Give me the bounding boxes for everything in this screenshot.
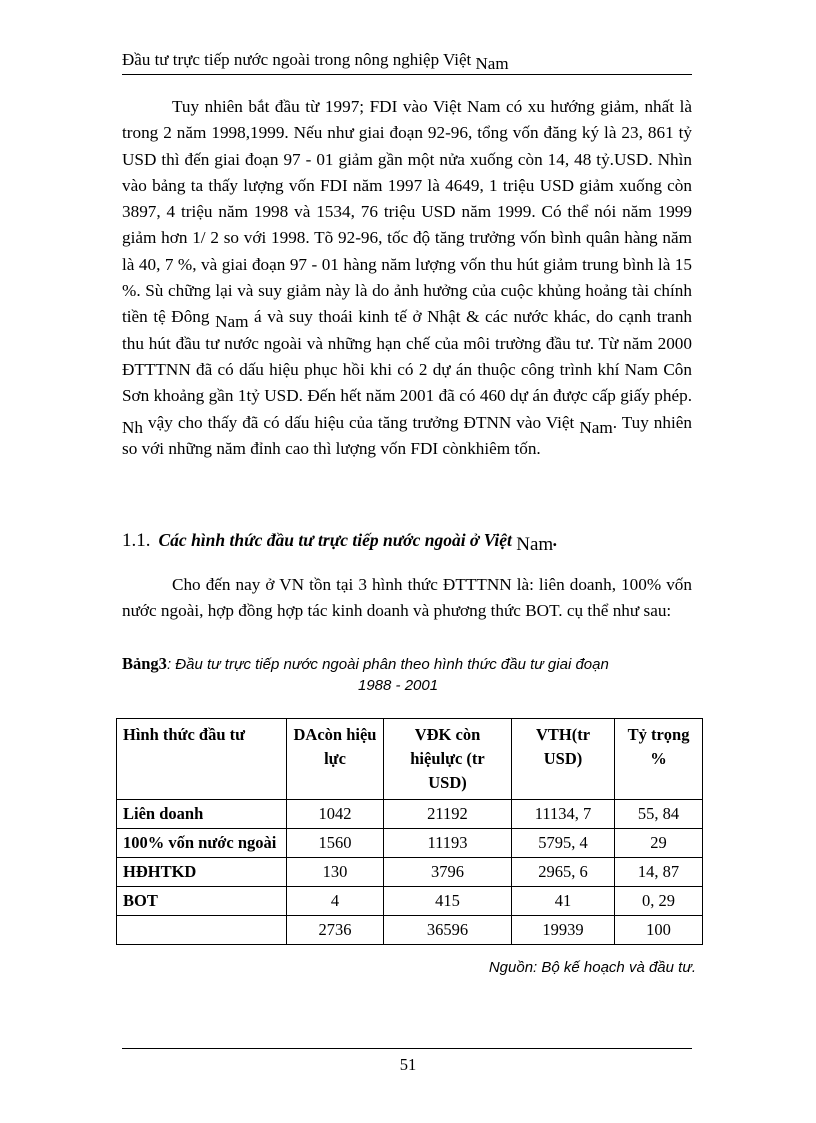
table-cell-label: HĐHTKD: [117, 858, 287, 887]
table-cell: 29: [615, 829, 703, 858]
table-caption-text: : Đầu tư trực tiếp nước ngoài phân theo hình thức đầu tư giai đoạn: [166, 656, 609, 673]
table-cell: 2736: [287, 916, 384, 945]
table-row: [117, 858, 703, 887]
table-cell: 415: [384, 887, 512, 916]
table-cell: 130: [287, 858, 384, 887]
table-header-cell: VTH(tr USD): [512, 719, 615, 800]
section-title-end: .: [553, 530, 558, 550]
table-header-cell: VĐK còn hiệulực (tr USD): [384, 719, 512, 800]
paragraph-1-sub-3: Nam: [579, 417, 613, 437]
paragraph-1-part-a: Tuy nhiên bắt đầu từ 1997; FDI vào Việt Nam có xu hướng giảm, nhất là trong 2 năm 1998,1999. Nếu như giai đoạn 92-96, tổng vốn đăng ký là 23, 861 tỷ USD thì đến giai đoạn 97 - 01 giảm gần một nửa xuống còn 14, 48 tỷ.USD. Nhìn vào bảng ta thấy lượng vốn FDI năm 1997 là 4649, 1 triệu USD giảm xuống còn 3897, 4 triệu năm 1998 và 1534, 76 triệu USD năm 1999. Có thể nói năm 1999 giảm hơn 1/ 2 so với 1998. Tõ 92-96, tốc độ tăng trưởng vốn bình quân hàng năm là 40, 7 %, và giai đoạn 97 - 01 hàng năm lượng vốn thu hút giảm trung bình là 15 %. Sù chững lại và suy giảm này là do ảnh hưởng của cuộc khủng hoảng tài chính tiền tệ Đông: [122, 97, 692, 327]
paragraph-1-part-d: . Tuy nhiên so với những năm đỉnh cao thì lượng vốn FDI cònkhiêm tốn.: [122, 412, 692, 458]
table-row: [117, 887, 703, 916]
section-title-sub: Nam: [516, 534, 554, 555]
paragraph-1-part-c: vậy cho thấy đã có dấu hiệu của tăng trưởng ĐTNN vào Việt: [143, 412, 580, 432]
paragraph-1-sub-2: Nh: [122, 417, 144, 437]
paragraph-2: Cho đến nay ở VN tồn tại 3 hình thức ĐTTTNN là: liên doanh, 100% vốn nước ngoài, hợp đồng hợp tác kinh doanh và phương thức BOT. cụ thể như sau:: [122, 575, 692, 621]
table-cell: 11193: [384, 829, 512, 858]
table-cell: 14, 87: [615, 858, 703, 887]
table-source: Nguồn: Bộ kế hoạch và đầu tư.: [488, 959, 696, 976]
footer-divider: [122, 1048, 692, 1049]
table-cell: 19939: [512, 916, 615, 945]
table-caption: [122, 651, 698, 678]
table-cell: 4: [287, 887, 384, 916]
table-caption-label: Bảng3: [122, 654, 167, 673]
table-cell: 0, 29: [615, 887, 703, 916]
table-header-cell: Tỷ trọng %: [615, 719, 703, 800]
header-title-sub: Nam: [475, 54, 509, 73]
table-caption-line-2: 1988 - 2001: [358, 677, 439, 694]
table-cell: 36596: [384, 916, 512, 945]
table-header-cell: Hình thức đầu tư: [117, 719, 287, 800]
table-row: [117, 800, 703, 829]
investment-forms-table: [116, 718, 703, 945]
header-title: Đầu tư trực tiếp nước ngoài trong nông nghiệp Việt: [122, 50, 476, 69]
table-cell: 2965, 6: [512, 858, 615, 887]
table-cell: 21192: [384, 800, 512, 829]
table-header-cell: DAcòn hiệu lực: [287, 719, 384, 800]
table-cell: 1560: [287, 829, 384, 858]
table-cell: 100: [615, 916, 703, 945]
table-cell: 1042: [287, 800, 384, 829]
table-cell: 11134, 7: [512, 800, 615, 829]
paragraph-1: [122, 94, 692, 462]
table-cell-label: Liên doanh: [117, 800, 287, 829]
section-number: 1.1.: [122, 530, 151, 551]
table-cell-label: 100% vốn nước ngoài: [117, 829, 287, 858]
table-cell-label: [117, 916, 287, 945]
table-cell-label: BOT: [117, 887, 287, 916]
table-cell: 55, 84: [615, 800, 703, 829]
table-header-row: [117, 719, 703, 800]
table-row: [117, 829, 703, 858]
section-title: Các hình thức đầu tư trực tiếp nước ngoài ở Việt: [158, 530, 517, 550]
paragraph-1-part-b: á và suy thoái kinh tế ở Nhật & các nước khác, do cạnh tranh thu hút đầu tư nước ngoài và những hạn chế của môi trường đầu tư. Từ năm 2000 ĐTTTNN đã có dấu hiệu phục hồi khi có 2 dự án thuộc công trình khí Nam Côn Sơn khoảng gần 1tỷ USD. Đến hết năm 2001 đã có 460 dự án được cấp giấy phép.: [122, 307, 693, 406]
table-cell: 41: [512, 887, 615, 916]
page-header: [122, 50, 692, 75]
table-total-row: [117, 916, 703, 945]
page-number: 51: [399, 1055, 417, 1074]
section-heading: [122, 530, 558, 555]
table-cell: 3796: [384, 858, 512, 887]
paragraph-1-sub-1: Nam: [215, 312, 249, 332]
table-cell: 5795, 4: [512, 829, 615, 858]
